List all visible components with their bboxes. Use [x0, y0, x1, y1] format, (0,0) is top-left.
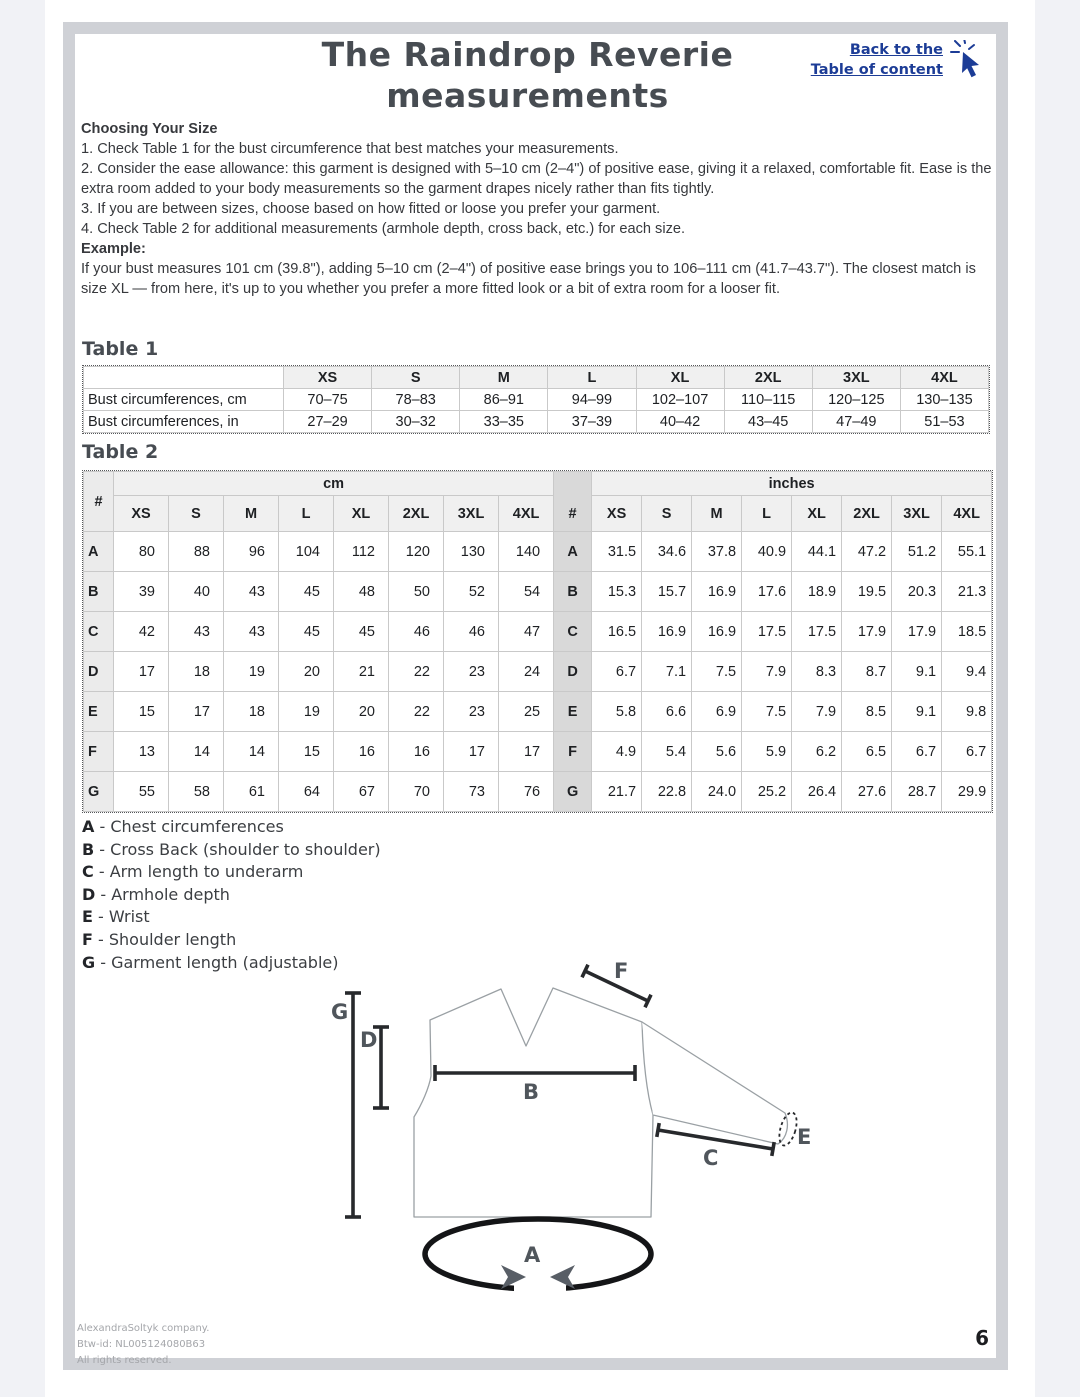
- table2: [83, 471, 992, 812]
- table2-in-cell: 6.5: [842, 732, 892, 772]
- table2-cm-cell: 46: [389, 612, 444, 652]
- table2-in-cell: 7.1: [642, 652, 692, 692]
- table2-cm-cell: 130: [444, 532, 499, 572]
- diagram-label-C: C: [703, 1146, 719, 1170]
- table2-in-cell: 21.7: [592, 772, 642, 812]
- table2-in-size-header: 3XL: [892, 496, 942, 532]
- table1-cell: 86–91: [460, 389, 548, 411]
- diagram-label-G: G: [331, 1000, 349, 1024]
- table2-in-size-header: 2XL: [842, 496, 892, 532]
- legend-text: - Cross Back (shoulder to shoulder): [94, 839, 381, 859]
- table2-in-cell: 55.1: [942, 532, 992, 572]
- intro-section: [81, 119, 993, 299]
- table2-sizes-row: [84, 496, 992, 532]
- table2-in-cell: 16.9: [692, 572, 742, 612]
- legend-key: B: [82, 839, 95, 859]
- table1: [83, 366, 989, 433]
- table2-in-cell: 7.9: [742, 652, 792, 692]
- table1-cell: 78–83: [372, 389, 460, 411]
- table1-row: [84, 411, 989, 433]
- legend-key: E: [82, 907, 93, 927]
- table2-in-cell: 51.2: [892, 532, 942, 572]
- table2-row: [84, 652, 992, 692]
- table1-size-header: 3XL: [812, 367, 900, 389]
- table2-in-size-header: S: [642, 496, 692, 532]
- table2-cm-cell: 15: [114, 692, 169, 732]
- table2-row-letter: F: [84, 732, 114, 772]
- table2-heading: Table 2: [82, 441, 159, 463]
- table2-in-cell: 6.2: [792, 732, 842, 772]
- table2-in-size-header: L: [742, 496, 792, 532]
- table2-hash-left: #: [84, 472, 114, 532]
- table2-in-cell: 8.5: [842, 692, 892, 732]
- legend-text: - Shoulder length: [92, 929, 237, 949]
- diagram-label-A: A: [524, 1243, 541, 1267]
- table2-wrapper: [82, 470, 993, 813]
- intro-list: [81, 139, 993, 239]
- table2-in-cell: 18.5: [942, 612, 992, 652]
- table2-cm-cell: 18: [224, 692, 279, 732]
- table2-in-cell: 19.5: [842, 572, 892, 612]
- table2-cm-cell: 67: [334, 772, 389, 812]
- table2-in-cell: 28.7: [892, 772, 942, 812]
- table2-group-row: [84, 472, 992, 496]
- table2-in-cell: 7.9: [792, 692, 842, 732]
- footer: [77, 1321, 209, 1369]
- table2-cm-cell: 43: [224, 612, 279, 652]
- table2-in-cell: 18.9: [792, 572, 842, 612]
- table2-mid-letter: E: [554, 692, 592, 732]
- table2-in-cell: 17.6: [742, 572, 792, 612]
- table2-cm-cell: 24: [499, 652, 554, 692]
- table2-cm-cell: 14: [224, 732, 279, 772]
- intro-item: 2. Consider the ease allowance: this garment is designed with 5–10 cm (2–4") of positive ease, giving it a relaxed, comfortable fit. Ease is the extra room added to your body measurements so the garment drapes nicely rather than fits tightly.: [81, 161, 992, 197]
- legend-text: - Garment length (adjustable): [95, 952, 339, 972]
- table2-cm-cell: 16: [334, 732, 389, 772]
- table2-in-cell: 22.8: [642, 772, 692, 812]
- legend-text: - Arm length to underarm: [93, 862, 304, 882]
- table1-cell: 94–99: [548, 389, 636, 411]
- table2-row-letter: A: [84, 532, 114, 572]
- choosing-size-heading: Choosing Your Size: [81, 121, 218, 137]
- table2-in-cell: 5.8: [592, 692, 642, 732]
- table2-cm-cell: 22: [389, 692, 444, 732]
- table2-cm-cell: 19: [279, 692, 334, 732]
- table1-cell: 70–75: [284, 389, 372, 411]
- table1-heading: Table 1: [82, 338, 159, 360]
- table1-cell: 51–53: [900, 411, 988, 433]
- legend-key: D: [82, 884, 96, 904]
- table2-cm-cell: 42: [114, 612, 169, 652]
- table1-size-header: XS: [284, 367, 372, 389]
- table2-cm-cell: 64: [279, 772, 334, 812]
- table2-in-cell: 6.7: [892, 732, 942, 772]
- table2-in-cell: 6.6: [642, 692, 692, 732]
- table2-cm-cell: 20: [334, 692, 389, 732]
- diagram-label-F: F: [614, 959, 629, 983]
- table1-cell: 110–115: [724, 389, 812, 411]
- page-title-line1: The Raindrop Reverie: [321, 35, 734, 74]
- page-title-line2: measurements: [386, 76, 669, 115]
- table1-cell: 130–135: [900, 389, 988, 411]
- table1-size-header: 4XL: [900, 367, 988, 389]
- table2-in-cell: 15.7: [642, 572, 692, 612]
- table2-in-cell: 9.4: [942, 652, 992, 692]
- table2-in-cell: 20.3: [892, 572, 942, 612]
- table1-size-header: S: [372, 367, 460, 389]
- table2-cm-cell: 52: [444, 572, 499, 612]
- table1-wrapper: [82, 365, 990, 434]
- table2-cm-cell: 55: [114, 772, 169, 812]
- table2-body: [84, 532, 992, 812]
- table1-corner-cell: [84, 367, 284, 389]
- back-link-line1: Back to the: [849, 42, 943, 58]
- table2-cm-cell: 88: [169, 532, 224, 572]
- intro-item: 1. Check Table 1 for the bust circumference that best matches your measurements.: [81, 141, 619, 157]
- example-heading: Example:: [81, 241, 146, 257]
- table2-in-cell: 7.5: [742, 692, 792, 732]
- table2-in-size-header: XL: [792, 496, 842, 532]
- table2-cm-cell: 61: [224, 772, 279, 812]
- table1-cell: 43–45: [724, 411, 812, 433]
- table1-size-header: L: [548, 367, 636, 389]
- table2-in-cell: 29.9: [942, 772, 992, 812]
- intro-item: 4. Check Table 2 for additional measurements (armhole depth, cross back, etc.) for each size.: [81, 221, 686, 237]
- table2-cm-cell: 21: [334, 652, 389, 692]
- table2-row-letter: G: [84, 772, 114, 812]
- table1-size-header: 2XL: [724, 367, 812, 389]
- table2-cm-cell: 45: [334, 612, 389, 652]
- table2-cm-cell: 17: [169, 692, 224, 732]
- table2-in-cell: 7.5: [692, 652, 742, 692]
- table2-inches-group: inches: [592, 472, 992, 496]
- table2-row-letter: C: [84, 612, 114, 652]
- table1-size-header: XL: [636, 367, 724, 389]
- table2-in-cell: 16.5: [592, 612, 642, 652]
- table2-cm-cell: 112: [334, 532, 389, 572]
- table1-cell: 33–35: [460, 411, 548, 433]
- table2-row: [84, 532, 992, 572]
- table2-in-cell: 44.1: [792, 532, 842, 572]
- table2-in-cell: 9.1: [892, 692, 942, 732]
- page-number: 6: [975, 1326, 989, 1350]
- footer-rights: All rights reserved.: [77, 1355, 172, 1366]
- table2-cm-cell: 54: [499, 572, 554, 612]
- table2-cm-cell: 70: [389, 772, 444, 812]
- table2-cm-cell: 43: [169, 612, 224, 652]
- table2-in-size-header: 4XL: [942, 496, 992, 532]
- diagram-label-E: E: [797, 1125, 812, 1149]
- table2-cm-cell: 14: [169, 732, 224, 772]
- table1-cell: 40–42: [636, 411, 724, 433]
- example-text: If your bust measures 101 cm (39.8"), adding 5–10 cm (2–4") of positive ease brings you to 106–111 cm (41.7–43.7"). The closest match is size XL — from here, it's up to you whether you prefer a more fitted look or a bit of extra room for a looser fit.: [81, 261, 976, 297]
- measure-G-line: [345, 993, 361, 1217]
- legend-key: A: [82, 817, 95, 836]
- table2-in-cell: 16.9: [692, 612, 742, 652]
- table2-row: [84, 572, 992, 612]
- table2-cm-cell: 17: [444, 732, 499, 772]
- table2-cm-cell: 18: [169, 652, 224, 692]
- legend-key: C: [82, 862, 94, 882]
- table2-cm-cell: 140: [499, 532, 554, 572]
- table2-row: [84, 772, 992, 812]
- table2-cm-cell: 15: [279, 732, 334, 772]
- table2-in-cell: 5.4: [642, 732, 692, 772]
- table2-in-cell: 6.9: [692, 692, 742, 732]
- table2-in-cell: 17.5: [792, 612, 842, 652]
- table2-in-cell: 31.5: [592, 532, 642, 572]
- table2-cm-size-header: S: [169, 496, 224, 532]
- legend-item: [82, 884, 381, 907]
- table2-cm-cell: 104: [279, 532, 334, 572]
- table2-cm-cell: 13: [114, 732, 169, 772]
- table2-cm-cell: 45: [279, 572, 334, 612]
- table1-row-label: Bust circumferences, in: [84, 411, 284, 433]
- legend-key: F: [82, 929, 93, 949]
- table1-row: [84, 389, 989, 411]
- table2-in-cell: 21.3: [942, 572, 992, 612]
- table2-in-cell: 5.9: [742, 732, 792, 772]
- table2-cm-cell: 76: [499, 772, 554, 812]
- table2-in-cell: 37.8: [692, 532, 742, 572]
- table2-in-size-header: M: [692, 496, 742, 532]
- table2-cm-size-header: 4XL: [499, 496, 554, 532]
- document-page: [45, 0, 1035, 1397]
- table2-in-cell: 26.4: [792, 772, 842, 812]
- legend-key: G: [82, 952, 96, 972]
- diagram-label-D: D: [360, 1028, 378, 1052]
- table2-cm-size-header: 2XL: [389, 496, 444, 532]
- table2-mid-letter: F: [554, 732, 592, 772]
- diagram-label-B: B: [523, 1080, 540, 1104]
- table2-cm-size-header: XL: [334, 496, 389, 532]
- table2-cm-cell: 48: [334, 572, 389, 612]
- table1-size-header: M: [460, 367, 548, 389]
- table2-cm-cell: 45: [279, 612, 334, 652]
- table2-in-cell: 9.8: [942, 692, 992, 732]
- table2-in-cell: 6.7: [592, 652, 642, 692]
- table2-cm-cell: 58: [169, 772, 224, 812]
- table2-in-cell: 34.6: [642, 532, 692, 572]
- table2-in-cell: 27.6: [842, 772, 892, 812]
- table1-cell: 27–29: [284, 411, 372, 433]
- table2-cm-cell: 120: [389, 532, 444, 572]
- table1-row-label: Bust circumferences, cm: [84, 389, 284, 411]
- table2-in-cell: 17.9: [842, 612, 892, 652]
- table2-cm-cell: 80: [114, 532, 169, 572]
- table2-mid-letter: D: [554, 652, 592, 692]
- table2-row-letter: D: [84, 652, 114, 692]
- table2-cm-cell: 20: [279, 652, 334, 692]
- back-to-toc-link[interactable]: [811, 40, 985, 80]
- table2-cm-cell: 17: [114, 652, 169, 692]
- garment-schematic: [320, 948, 840, 1313]
- table1-sizes-row: [84, 367, 989, 389]
- legend-text: - Wrist: [92, 907, 150, 927]
- table2-cm-size-header: 3XL: [444, 496, 499, 532]
- table2-in-cell: 15.3: [592, 572, 642, 612]
- table2-cm-size-header: XS: [114, 496, 169, 532]
- table2-in-cell: 25.2: [742, 772, 792, 812]
- garment-sleeve-outline: [642, 1022, 787, 1144]
- table2-row: [84, 692, 992, 732]
- table2-in-cell: 8.7: [842, 652, 892, 692]
- table2-cm-cell: 47: [499, 612, 554, 652]
- legend-text: - Armhole depth: [95, 884, 230, 904]
- table2-cm-cell: 73: [444, 772, 499, 812]
- cursor-click-icon: [949, 40, 985, 80]
- footer-company: AlexandraSoltyk company.: [77, 1323, 210, 1334]
- table2-cm-cell: 25: [499, 692, 554, 732]
- legend-text: - Chest circumferences: [94, 817, 284, 836]
- table2-row-letter: B: [84, 572, 114, 612]
- legend-item: [82, 906, 381, 929]
- table2-cm-cell: 16: [389, 732, 444, 772]
- table2-cm-size-header: L: [279, 496, 334, 532]
- table2-cm-cell: 17: [499, 732, 554, 772]
- table2-in-cell: 4.9: [592, 732, 642, 772]
- table1-body: [84, 389, 989, 433]
- table2-hash-mid: #: [554, 472, 592, 532]
- table2-cm-cell: 19: [224, 652, 279, 692]
- table2-in-cell: 8.3: [792, 652, 842, 692]
- table2-in-size-header: XS: [592, 496, 642, 532]
- table2-row: [84, 732, 992, 772]
- table2-cm-cell: 40: [169, 572, 224, 612]
- table2-in-cell: 47.2: [842, 532, 892, 572]
- table2-cm-cell: 23: [444, 692, 499, 732]
- table2-row: [84, 612, 992, 652]
- table2-cm-cell: 46: [444, 612, 499, 652]
- table1-cell: 47–49: [812, 411, 900, 433]
- table2-mid-letter: G: [554, 772, 592, 812]
- table2-cm-cell: 50: [389, 572, 444, 612]
- table2-row-letter: E: [84, 692, 114, 732]
- table2-cm-size-header: M: [224, 496, 279, 532]
- table2-cm-cell: 43: [224, 572, 279, 612]
- table2-in-cell: 17.5: [742, 612, 792, 652]
- table2-mid-letter: A: [554, 532, 592, 572]
- table2-in-cell: 40.9: [742, 532, 792, 572]
- footer-btw-id: Btw-id: NL005124080B63: [77, 1339, 206, 1350]
- table1-cell: 102–107: [636, 389, 724, 411]
- table2-in-cell: 16.9: [642, 612, 692, 652]
- table2-in-cell: 17.9: [892, 612, 942, 652]
- table2-in-cell: 9.1: [892, 652, 942, 692]
- table2-cm-cell: 22: [389, 652, 444, 692]
- table2-in-cell: 5.6: [692, 732, 742, 772]
- table2-in-cell: 24.0: [692, 772, 742, 812]
- legend-item: [82, 861, 381, 884]
- table2-cm-group: cm: [114, 472, 554, 496]
- intro-item: 3. If you are between sizes, choose based on how fitted or loose you prefer your garment.: [81, 201, 661, 217]
- table2-cm-cell: 39: [114, 572, 169, 612]
- table1-cell: 120–125: [812, 389, 900, 411]
- table1-cell: 30–32: [372, 411, 460, 433]
- table2-mid-letter: C: [554, 612, 592, 652]
- legend-item: [82, 839, 381, 862]
- table2-cm-cell: 23: [444, 652, 499, 692]
- table2-cm-cell: 96: [224, 532, 279, 572]
- table2-mid-letter: B: [554, 572, 592, 612]
- back-link-line2: Table of content: [810, 62, 943, 78]
- table2-in-cell: 6.7: [942, 732, 992, 772]
- legend-item: [82, 816, 381, 839]
- table1-cell: 37–39: [548, 411, 636, 433]
